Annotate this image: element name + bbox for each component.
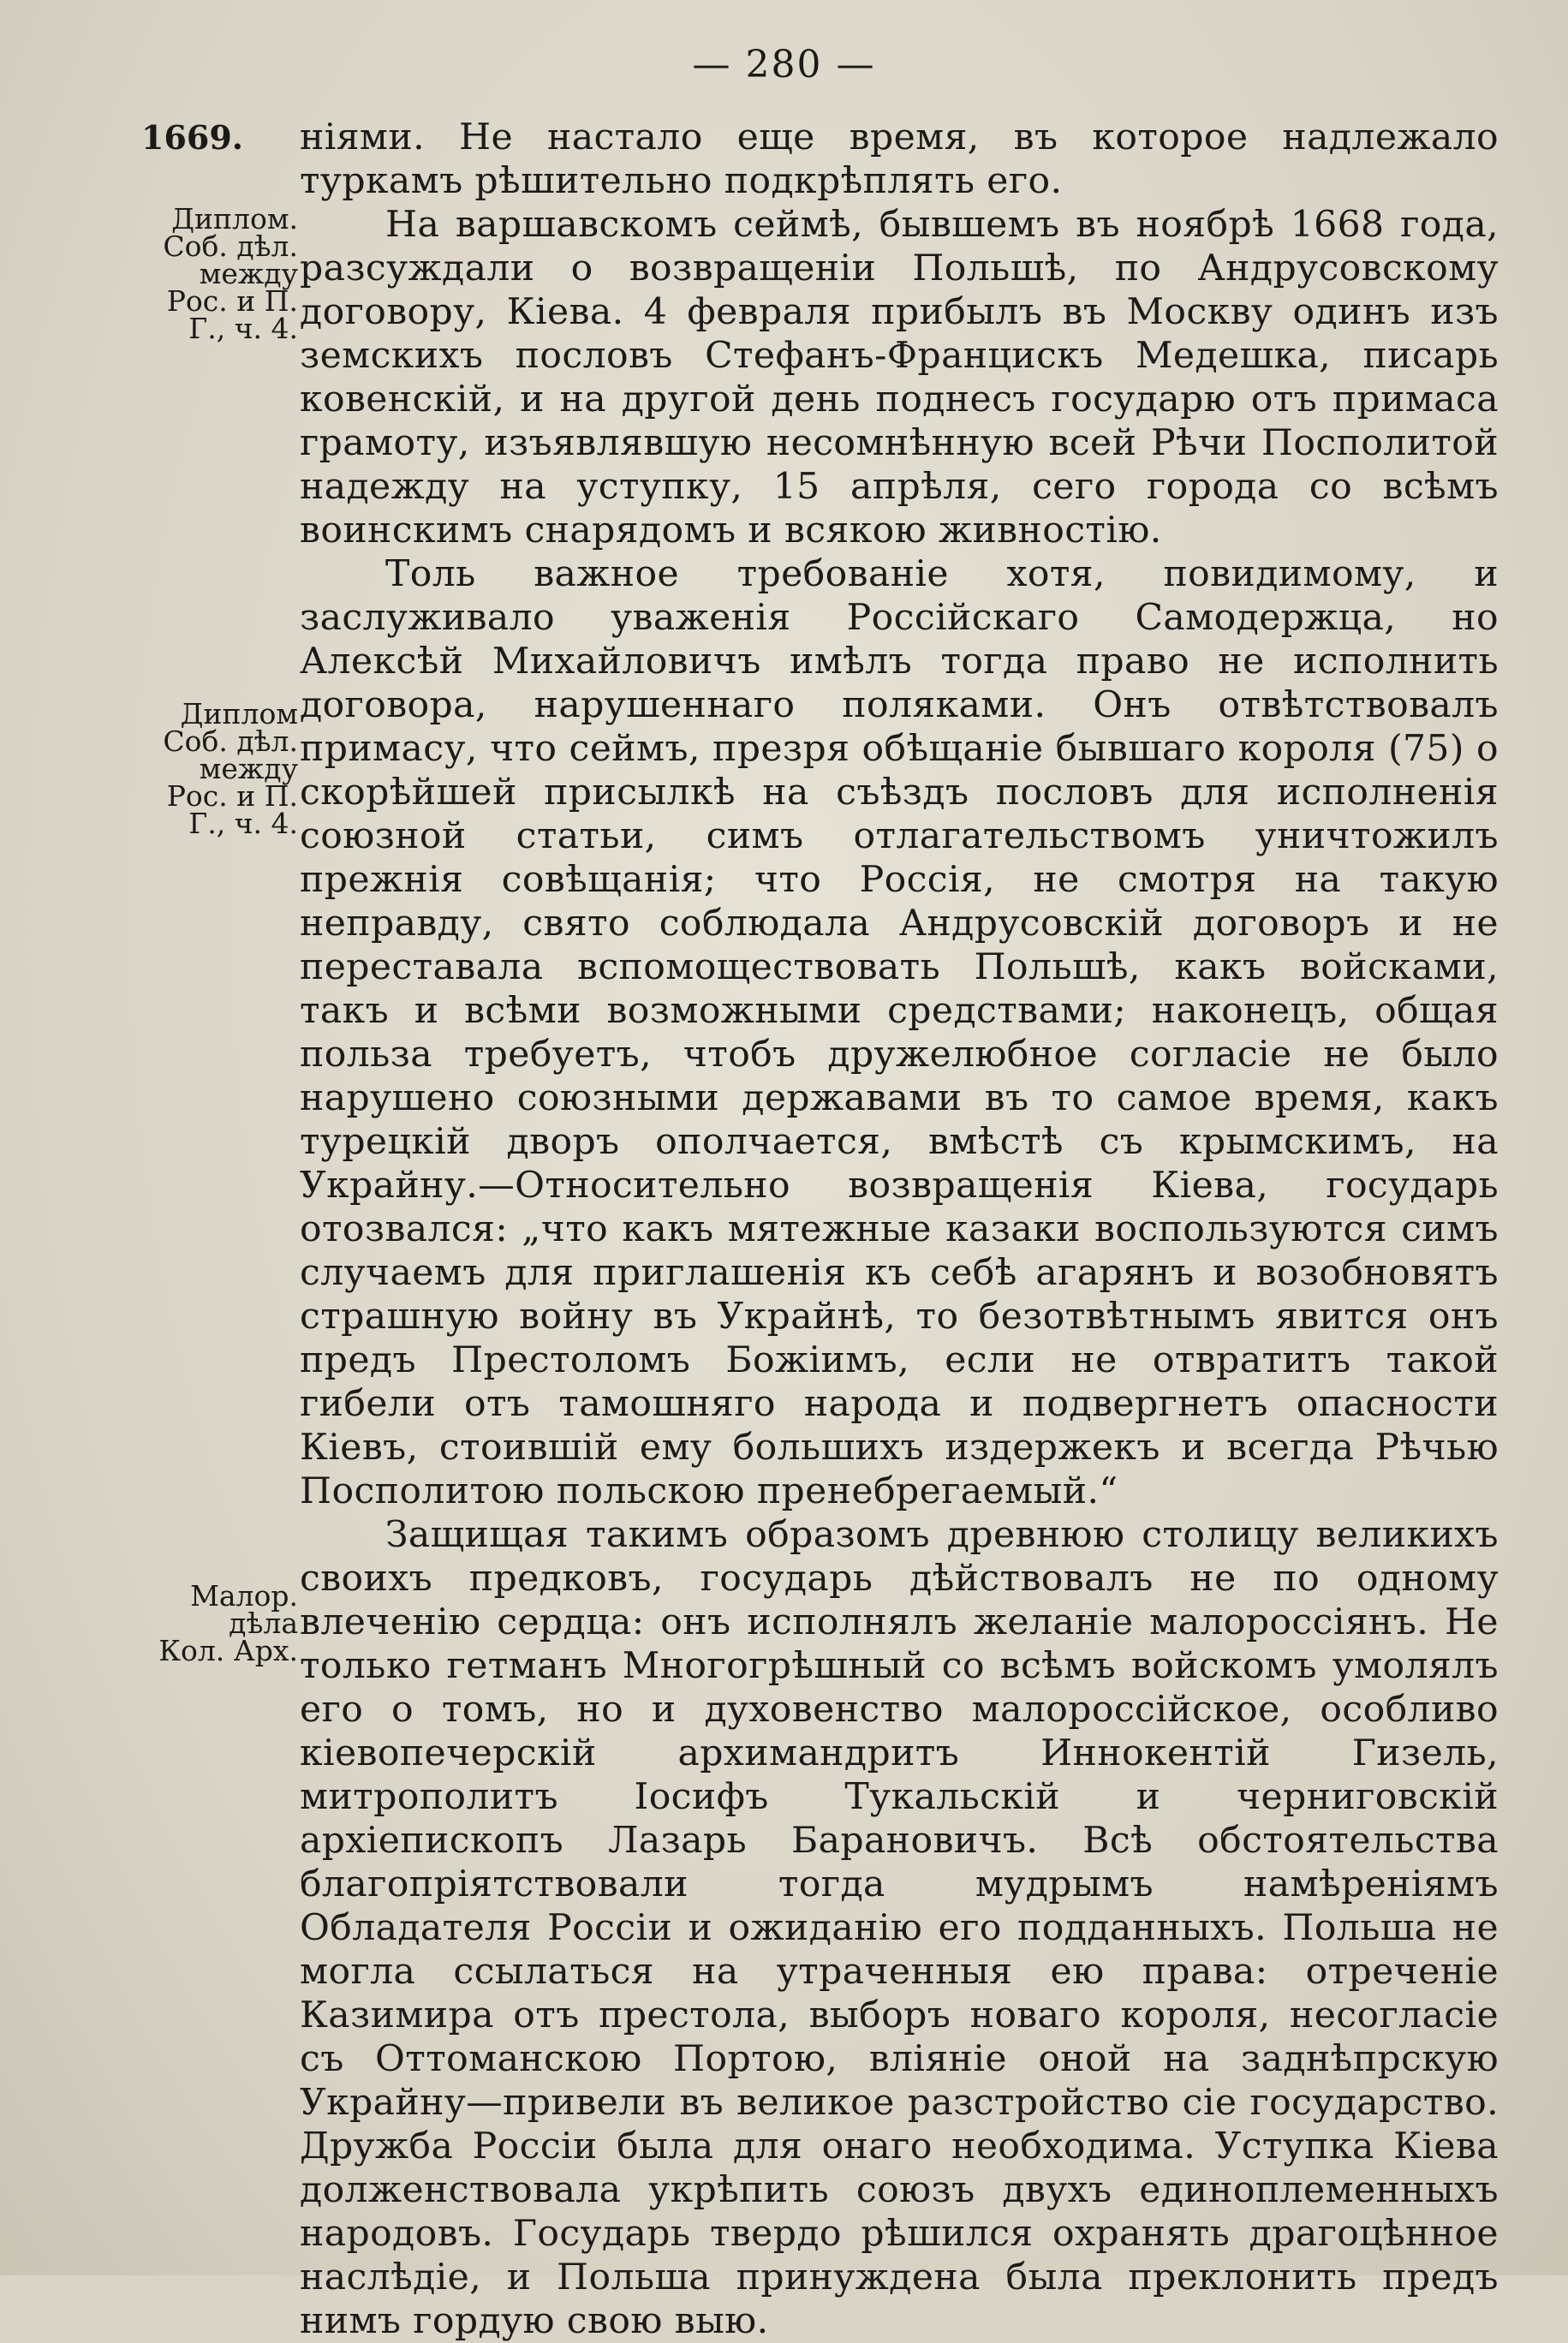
paragraph: ніями. Не настало еще время, въ которое надлежало туркамъ рѣшительно подкрѣплять его. xyxy=(300,116,1499,202)
paragraph: Защищая такимъ образомъ древнюю столицу великихъ своихъ предковъ, государь дѣйствовалъ не по одному влеченію сердца: онъ исполнялъ желаніе малороссіянъ. Не только гетманъ Многогрѣшный со всѣмъ войскомъ умолялъ его о томъ, но и духовенство малороссійское, особливо кіевопечерскій архимандритъ Иннокентій Гизель, митрополитъ Іосифъ Тукальскій и черниговскій архіепископъ Лазарь Барановичъ. Всѣ обстоятельства благопріятствовали тогда мудрымъ намѣреніямъ Обладателя Россіи и ожиданію его подданныхъ. Польша не могла ссылаться на утраченныя ею права: отреченіе Казимира отъ престола, выборъ новаго короля, несогласіе съ Оттоманскою Портою, вліяніе оной на заднѣпрскую Украйну—привели въ великое разстройство сіе государство. Дружба Россіи была для онаго необходима. Уступка Кіева долженствовала укрѣпить союзъ двухъ единоплеменныхъ народовъ. Государь твердо рѣшился охранять драгоцѣнное наслѣдіе, и Польша принуждена была преклонить предъ нимъ гордую свою выю. xyxy=(300,1514,1499,2342)
margin-note-line: Рос. и П. xyxy=(166,779,298,813)
margin-note-line: между xyxy=(199,752,298,785)
margin-note-line: Соб. дѣл. xyxy=(163,230,298,263)
margin-note-line: Малор. xyxy=(190,1579,298,1613)
margin-note-line: Г., ч. 4. xyxy=(188,807,298,840)
margin-note-line: Г., ч. 4. xyxy=(188,312,298,345)
page-number: — 280 — xyxy=(692,43,876,86)
margin-note-line: Рос. и П. xyxy=(166,284,298,318)
main-text xyxy=(300,116,1499,2343)
margin-note-diplomatic-1 xyxy=(137,202,298,345)
margin-note-line: Диплом. xyxy=(171,202,298,235)
margin-note-malor xyxy=(137,1579,298,1667)
margin-note-line: Кол. Арх. xyxy=(158,1634,298,1667)
margin-note-line: Диплом xyxy=(180,697,298,730)
year-margin-note: 1669. xyxy=(141,118,243,157)
paragraph: На варшавскомъ сеймѣ, бывшемъ въ ноябрѣ 1668 года, разсуждали о возвращеніи Польшѣ, по Андрусовскому договору, Кіева. 4 февраля прибылъ въ Москву одинъ изъ земскихъ пословъ Стефанъ-Францискъ Медешка, писарь ковенскій, и на другой день поднесъ государю отъ примаса грамоту, изъявлявшую несомнѣнную всей Рѣчи Посполитой надежду на уступку, 15 апрѣля, сего города со всѣмъ воинскимъ снарядомъ и всякою живностію. xyxy=(300,204,1499,551)
margin-note-line: между xyxy=(199,257,298,290)
margin-note-line: дѣла xyxy=(229,1607,298,1640)
margin-note-line: Соб. дѣл. xyxy=(163,724,298,758)
paragraph: Толь важное требованіе хотя, повидимому, и заслуживало уваженія Россійскаго Самодержца, но Алексѣй Михайловичъ имѣлъ тогда право не исполнить договора, нарушеннаго поляками. Онъ отвѣтствовалъ примасу, что сеймъ, презря обѣщаніе бывшаго короля (75) о скорѣйшей присылкѣ на съѣздъ пословъ для исполненія союзной статьи, симъ отлагательствомъ уничтожилъ прежнія совѣщанія; что Россія, не смотря на такую неправду, свято соблюдала Андрусовскій договоръ и не переставала вспомоществовать Польшѣ, какъ войсками, такъ и всѣми возможными средствами; наконецъ, общая польза требуетъ, чтобъ дружелюбное согласіе не было нарушено союзными державами въ то самое время, какъ турецкій дворъ ополчается, вмѣстѣ съ крымскимъ, на Украйну.—Относительно возвращенія Кіева, государь отозвался: „что какъ мятежные казаки воспользуются симъ случаемъ для приглашенія къ себѣ агарянъ и возобновятъ страшную войну въ Украйнѣ, то безотвѣтнымъ явится онъ предъ Престоломъ Божіимъ, если не отвратитъ такой гибели отъ тамошняго народа и подвергнетъ опасности Кіевъ, стоившій ему большихъ издержекъ и всегда Рѣчью Посполитою польскою пренебрегаемый.“ xyxy=(300,553,1499,1512)
margin-note-diplomatic-2 xyxy=(137,697,298,840)
